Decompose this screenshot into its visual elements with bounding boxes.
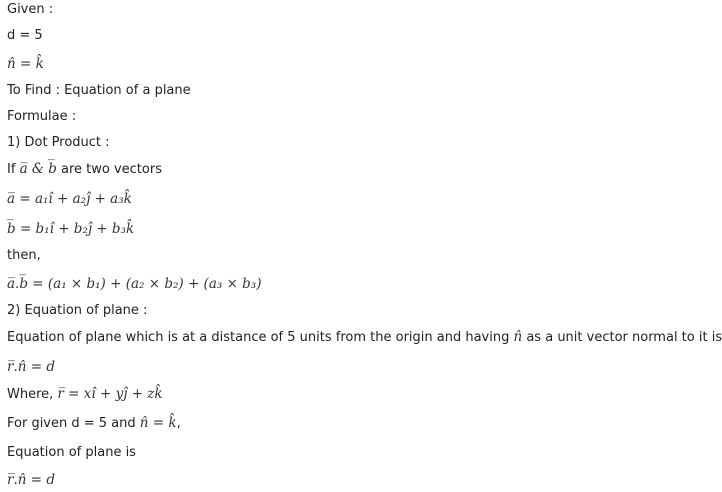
if-prefix: If xyxy=(7,162,16,177)
where-prefix: Where, xyxy=(7,387,54,402)
dot-product-equation: a̅.b̅ = (a₁ × b₁) + (a₂ × b₂) + (a₃ × b₃) xyxy=(7,276,262,292)
formulae-label: Formulae : xyxy=(7,109,77,124)
two-vectors-statement xyxy=(7,161,162,178)
plane-description-part2: as a unit vector normal to it is xyxy=(526,330,722,345)
unit-normal-symbol: n̂ xyxy=(513,329,523,345)
vector-symbols: a̅ & b̅ xyxy=(19,161,57,177)
for-given-normal: n̂ = k̂ xyxy=(139,415,177,431)
where-statement xyxy=(7,386,163,403)
dot-product-heading: 1) Dot Product : xyxy=(7,135,110,150)
if-suffix: are two vectors xyxy=(61,162,162,177)
then-label: then, xyxy=(7,248,41,263)
given-distance: d = 5 xyxy=(7,28,43,43)
equation-of-plane-heading: 2) Equation of plane : xyxy=(7,303,148,318)
to-find-text: To Find : Equation of a plane xyxy=(7,83,191,98)
vector-b-equation: b̅ = b₁î + b₂ĵ + b₃k̂ xyxy=(7,221,135,237)
plane-description xyxy=(7,329,722,346)
for-given-statement xyxy=(7,415,181,432)
equation-is-label: Equation of plane is xyxy=(7,445,136,460)
for-given-suffix: , xyxy=(176,416,181,431)
plane-description-part1: Equation of plane which is at a distance of 5 units from the origin and having xyxy=(7,330,510,345)
vector-a-equation: a̅ = a₁î + a₂ĵ + a₃k̂ xyxy=(7,191,132,207)
plane-vector-formula: r̅.n̂ = d xyxy=(7,359,55,375)
for-given-prefix: For given d = 5 and xyxy=(7,416,136,431)
final-plane-equation: r̅.n̂ = d xyxy=(7,472,55,488)
given-normal-vector: n̂ = k̂ xyxy=(7,56,44,72)
given-label: Given : xyxy=(7,2,54,17)
position-vector-equation: r̅ = xî + yĵ + zk̂ xyxy=(57,386,163,402)
